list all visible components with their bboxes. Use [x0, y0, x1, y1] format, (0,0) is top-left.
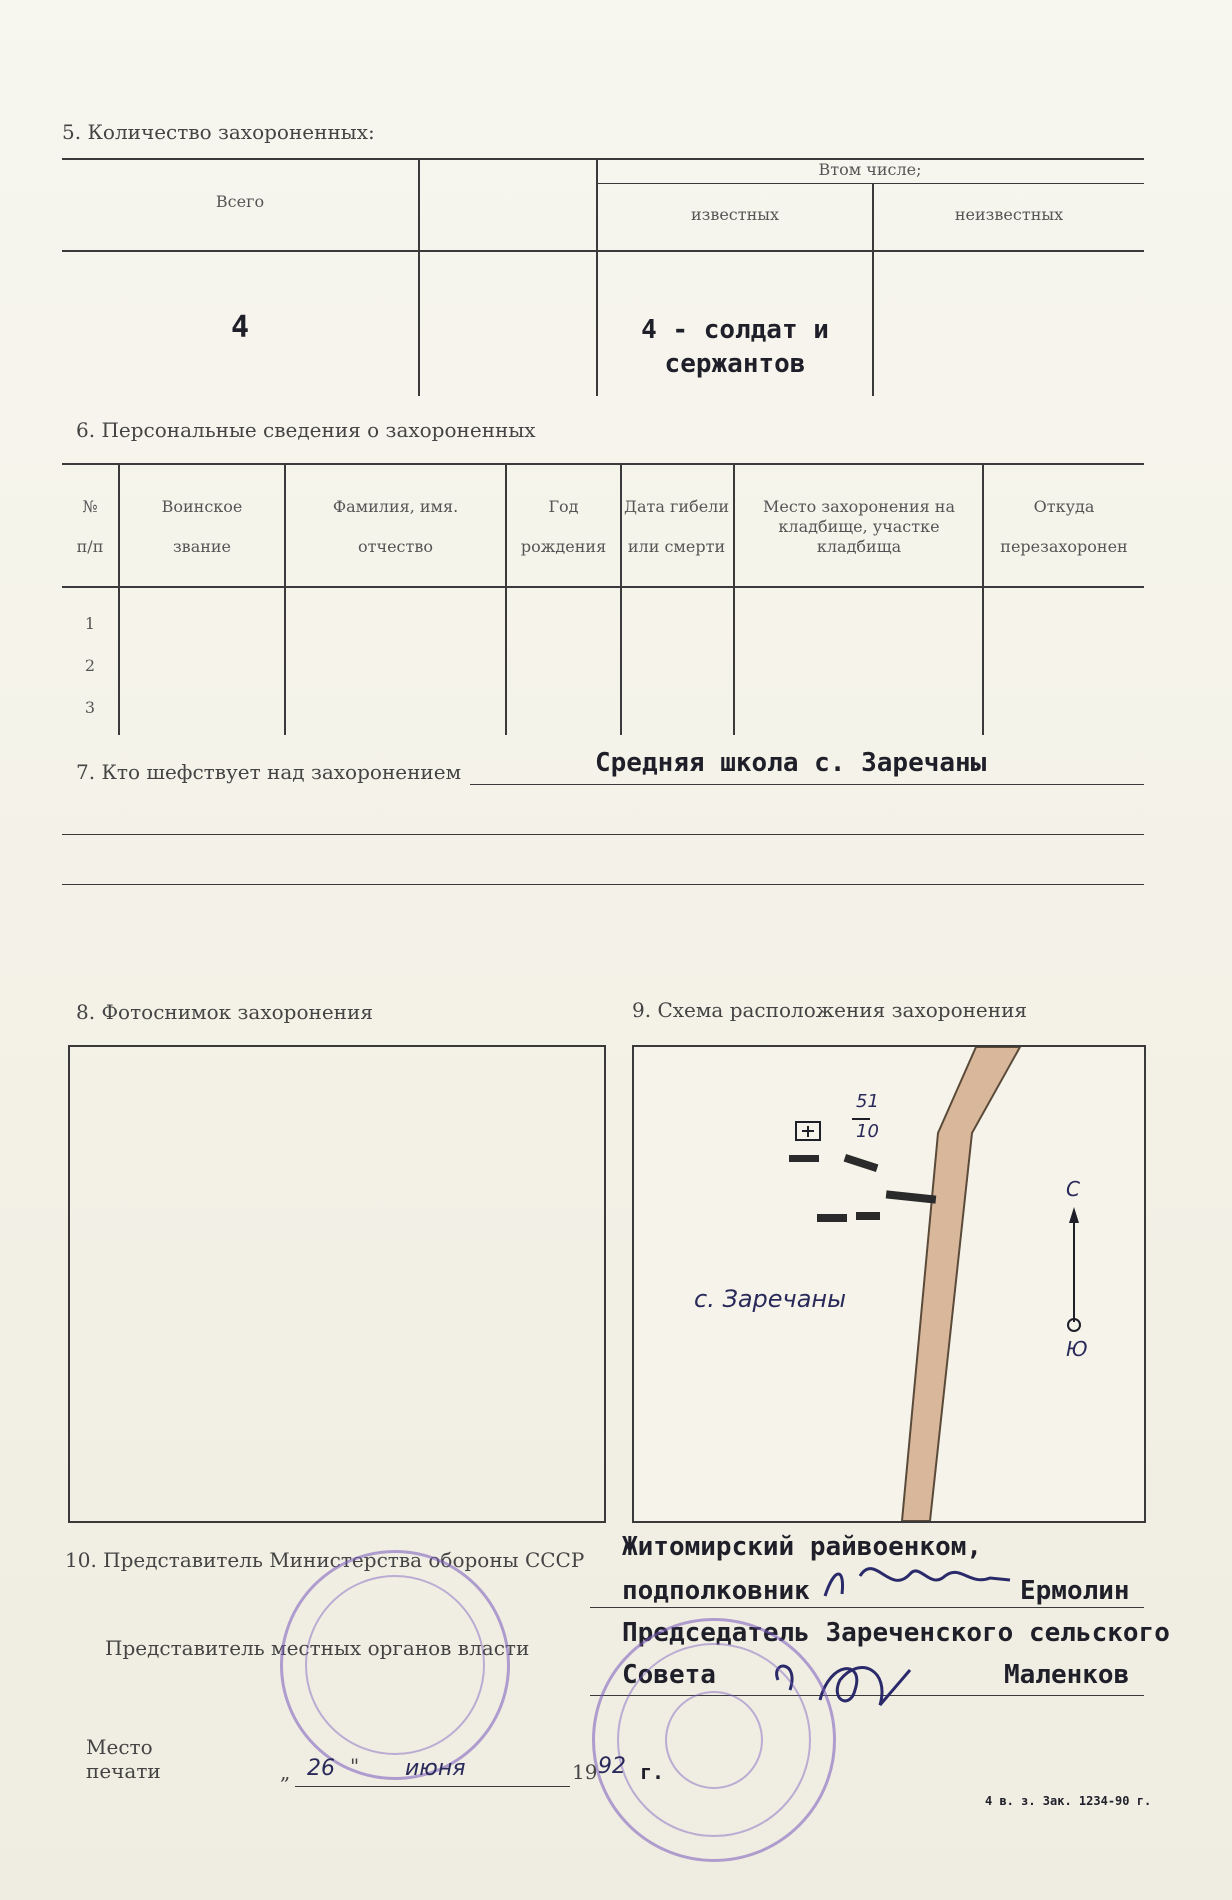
seal-place-label-2: печати [86, 1759, 161, 1783]
table5-total-value: 4 [230, 310, 250, 345]
section10-mo-line2: подполковник [622, 1576, 810, 1606]
table6-head-year-bottom: рождения [520, 537, 607, 556]
table6-row-1: 1 [84, 614, 96, 633]
table5-vline-1 [418, 158, 420, 396]
table6-row-2: 2 [84, 656, 96, 675]
date-year-suffix: 92 [598, 1754, 626, 1779]
table6-head-place: Место захоронения на кладбище, участке кладбища [762, 497, 956, 556]
section7-line-3 [62, 884, 1144, 885]
scheme-fraction-top: 51 [856, 1091, 879, 1112]
building-5 [856, 1212, 880, 1220]
building-2 [844, 1154, 879, 1172]
section10-local-line2: Совета [622, 1660, 716, 1690]
scheme-south-label: Ю [1066, 1337, 1088, 1361]
date-open-quote: „ [280, 1760, 291, 1784]
table5-col-known: известных [690, 205, 780, 224]
scheme-north-label: С [1066, 1177, 1080, 1201]
date-month: июня [405, 1756, 466, 1781]
building-1 [789, 1155, 819, 1162]
table6-head-rank-top: Воинское [161, 497, 243, 516]
scheme-fraction-bottom: 10 [856, 1121, 879, 1142]
section7-line-1 [470, 784, 1144, 785]
table5-vline-2 [596, 158, 598, 396]
table6-head-rank-bottom: звание [172, 537, 232, 556]
section6-title: 6. Персональные сведения о захороненных [76, 418, 536, 442]
section10-local-name: Маленков [1004, 1660, 1130, 1690]
section8-label: 8. Фотоснимок захоронения [76, 1000, 373, 1024]
date-line [295, 1786, 570, 1787]
table5-header-bottom [62, 250, 1144, 252]
signature-ermolin [820, 1556, 1020, 1612]
section10-local-line1: Председатель Зареченского сельского [622, 1618, 1170, 1648]
section10-local-label: Представитель местных органов власти [105, 1636, 530, 1660]
table5-known-value: 4 - солдат и сержантов [641, 315, 829, 379]
section7-value: Средняя школа с. Заречаны [595, 748, 987, 778]
table6-head-from-bottom: перезахоронен [1000, 537, 1128, 556]
section10-mo-name: Ермолин [1020, 1576, 1130, 1606]
table6-vline-5 [733, 463, 735, 735]
table6-row-3: 3 [84, 698, 96, 717]
table6-head-name-bottom: отчество [358, 537, 433, 556]
building-3 [886, 1190, 937, 1203]
road [902, 1047, 1020, 1521]
table6-head-date-bottom: или смерти [627, 537, 726, 556]
table6-head-name-top: Фамилия, имя. [332, 497, 459, 516]
table6-head-from-top: Откуда [1033, 497, 1095, 516]
official-seal-left [280, 1550, 510, 1780]
section7-line-2 [62, 834, 1144, 835]
official-seal-right [592, 1618, 836, 1862]
table5-subheader-line [596, 183, 1144, 184]
section10-mo-label: 10. Представитель Министерства обороны СССР [65, 1548, 585, 1572]
section5-title: 5. Количество захороненных: [62, 120, 375, 144]
print-code: 4 в. з. Зак. 1234-90 г. [985, 1794, 1152, 1808]
table5-col-unknown: неизвестных [954, 205, 1064, 224]
scheme-box [632, 1045, 1146, 1523]
building-4 [817, 1214, 847, 1222]
table5-col-including: Втом числе; [818, 160, 922, 179]
section10-mo-line1: Житомирский райвоенком, [622, 1532, 983, 1562]
date-day: 26 [307, 1756, 335, 1781]
table6-head-date-top: Дата гибели [624, 497, 729, 516]
section9-label: 9. Схема расположения захоронения [632, 998, 1028, 1022]
date-year-prefix: 19 [572, 1760, 598, 1784]
section7-label: 7. Кто шефствует над захоронением [76, 760, 462, 784]
date-close-quote: " [350, 1754, 360, 1778]
table6-head-num-top: № [82, 497, 98, 516]
scheme-village-label: с. Заречаны [694, 1285, 847, 1313]
table6-head-num-bottom: п/п [76, 537, 104, 556]
table6-head-year-top: Год [548, 497, 579, 516]
scheme-drawing [634, 1047, 1144, 1521]
seal-place-label-1: Место [86, 1735, 153, 1759]
table5-col-total: Всего [215, 192, 265, 211]
photo-box [68, 1045, 606, 1523]
date-year-end: г. [640, 1760, 665, 1784]
